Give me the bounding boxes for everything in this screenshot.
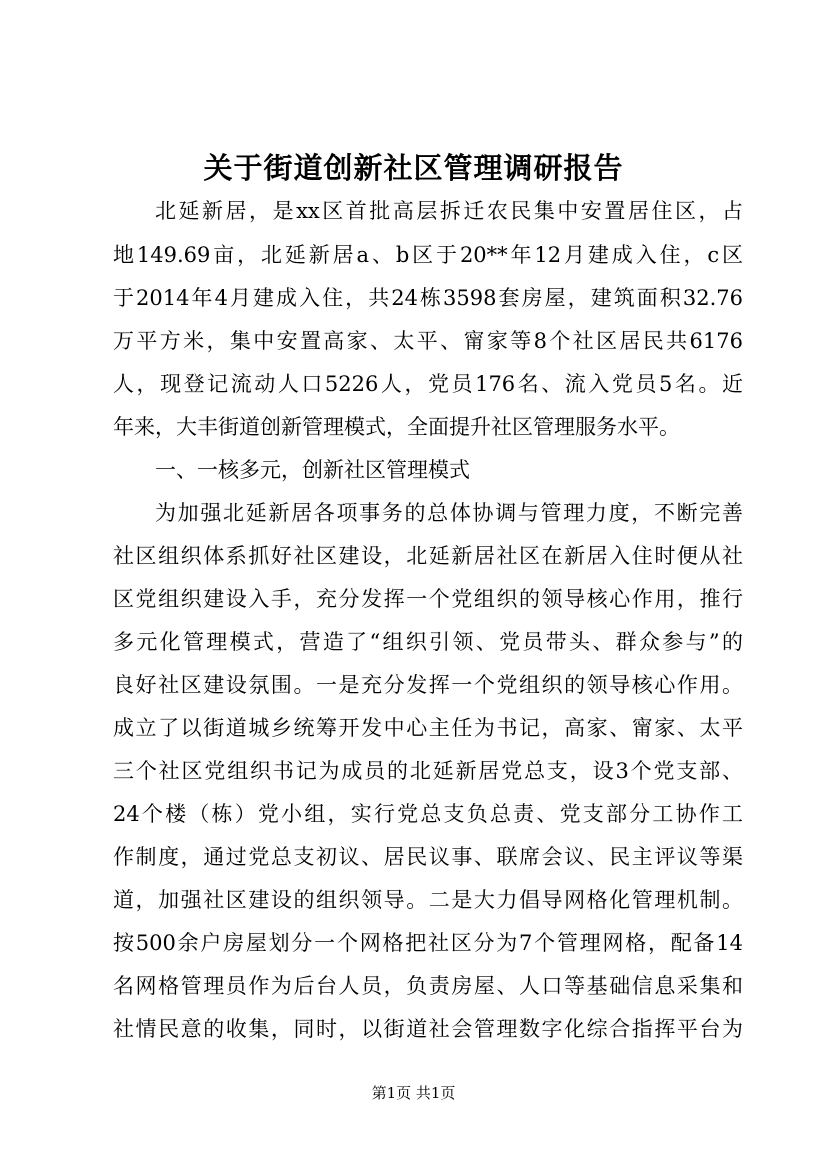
document-title: 关于街道创新社区管理调研报告: [203, 151, 624, 185]
paragraph-line: 为加强北延新居各项事务的总体协调与管理力度，不断完善: [155, 501, 743, 525]
paragraph-line: 按500余户房屋划分一个网格把社区分为7个管理网格，配备14: [113, 931, 743, 955]
paragraph-line: 三个社区党组织书记为成员的北延新居党总支，设3个党支部、: [113, 759, 743, 783]
paragraph-line: 作制度，通过党总支初议、居民议事、联席会议、民主评议等渠: [113, 845, 743, 869]
paragraph-line: 万平方米，集中安置高家、太平、甯家等8个社区居民共6176: [113, 329, 743, 353]
paragraph-line: 名网格管理员作为后台人员，负责房屋、人口等基础信息采集和: [113, 974, 743, 998]
paragraph-line: 北延新居，是xx区首批高层拆迁农民集中安置居住区，占: [155, 199, 743, 223]
paragraph-line: 道，加强社区建设的组织领导。二是大力倡导网格化管理机制。: [113, 888, 743, 912]
paragraph-line: 区党组织建设入手，充分发挥一个党组织的领导核心作用，推行: [113, 587, 743, 611]
paragraph-line: 成立了以街道城乡统筹开发中心主任为书记，高家、甯家、太平: [113, 716, 743, 740]
paragraph-line: 年来，大丰街道创新管理模式，全面提升社区管理服务水平。: [113, 415, 680, 439]
paragraph-line: 多元化管理模式，营造了“组织引领、党员带头、群众参与”的: [113, 630, 743, 654]
paragraph-line: 良好社区建设氛围。一是充分发挥一个党组织的领导核心作用。: [113, 673, 743, 697]
page-footer: 第1页 共1页: [371, 1084, 456, 1102]
paragraph-line: 社情民意的收集，同时，以街道社会管理数字化综合指挥平台为: [113, 1017, 743, 1041]
paragraph-line: 地149.69亩，北延新居a、b区于20**年12月建成入住，c区: [113, 243, 743, 267]
paragraph-line: 于2014年4月建成入住，共24栋3598套房屋，建筑面积32.76: [113, 286, 743, 310]
paragraph-line: 人，现登记流动人口5226人，党员176名、流入党员5名。近: [113, 372, 743, 396]
paragraph-line: 社区组织体系抓好社区建设，北延新居社区在新居入住时便从社: [113, 544, 743, 568]
paragraph-line: 24个楼（栋）党小组，实行党总支负总责、党支部分工协作工: [113, 802, 743, 826]
section-heading: 一、一核多元，创新社区管理模式: [155, 458, 470, 482]
